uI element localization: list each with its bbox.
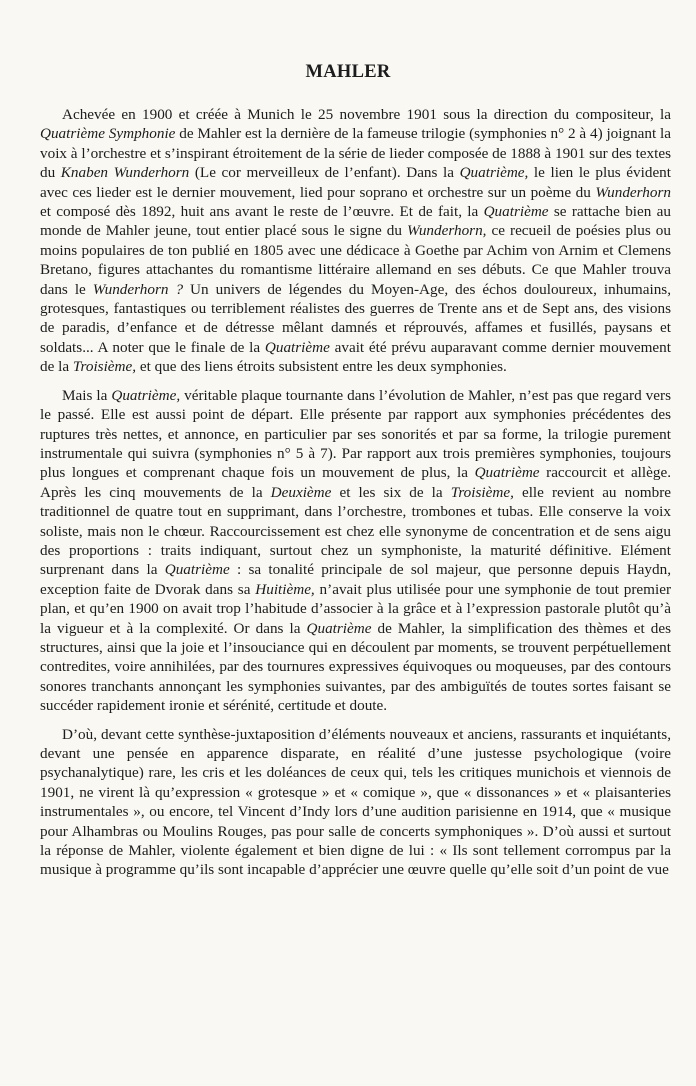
italic-text: Wunderhorn, [407, 222, 487, 240]
italic-text: Wunderhorn ? [92, 280, 184, 298]
text-run: n’avait plus utilisée pour une symphonie de tout premier plan, et qu’en 1900 on avait trop l’habitude d’associer à la grâce et à l’expression pastorale plutôt qu’à la vigueur et à la complexité. Or dans la [40, 580, 671, 637]
paragraph [40, 105, 671, 377]
italic-text: Quatrième [306, 619, 372, 637]
paragraph [40, 725, 671, 880]
italic-text: Knaben Wunderhorn [60, 164, 190, 182]
text-run: de Mahler est la dernière de la fameuse trilogie (symphonies n° 2 à 4) joignant la voix à l’orchestre et s’inspirant étroitement de la série de lieder composée de 1888 à 1901 sur des textes du [40, 125, 672, 182]
paragraph [40, 386, 671, 716]
text-run: D’où, devant cette synthèse-juxtaposition d’éléments nouveaux et anciens, rassurants et inquiétants, devant une pensée en apparence disparate, en réalité d’une justesse psychologique (voire psychanalytique) rare, les cris et les doléances de ceux qui, tels les critiques munichois et viennois de 1901, ne virent là qu’expression « grotesque » et « comique », que « dissonances » et « plaisanteries instrumentales », ou encore, tel Vincent d’Indy lors d’une audition parisienne en 1914, que « musique pour Alhambras ou Moulins Rouges, pas pour salle de concerts symphoniques ». D’où aussi et surtout la réponse de Mahler, violente également et bien digne de lui : « Ils sont tellement corrompus par la musique à programme qu’ils sont incapable d’apprécier une œuvre quelle qu’elle soit d’un point de vue [40, 725, 671, 879]
italic-text: Deuxième [270, 483, 332, 501]
italic-text: Troisième, [72, 358, 137, 376]
italic-text: Quatrième [164, 561, 230, 579]
text-run: et composé dès 1892, huit ans avant le reste de l’œuvre. Et de fait, la [40, 203, 484, 221]
italic-text: Quatrième [474, 464, 540, 482]
italic-text: Wunderhorn [595, 183, 671, 201]
text-run: de Mahler, la simplification des thèmes et des structures, ainsi que la joie et l’insouciance qui en découlent par moments, se trouvent perpétuellement contredites, voire annihilées, par des tournures expressives équivoques ou moqueuses, par des contours sonores tranchants annonçant les symphonies suivantes, par des ambiguïtés de toutes sortes faisant se succéder rapidement ironie et sérénité, certitude et doute. [40, 619, 672, 715]
text-run: ce recueil de poésies plus ou moins populaires de ton publié en 1805 avec une dédicace à Goethe par Achim von Arnim et Clemens Bretano, figures attachantes du romantisme littéraire allemand en ses débuts. Ce que Mahler trouva dans le [40, 222, 671, 298]
italic-text: Troisième, [450, 483, 514, 501]
text-run: Mais la [62, 386, 112, 404]
text-run: elle revient au nombre traditionnel de quatre tout en supprimant, dans l’orchestre, trombones et tubas. Elle conserve la voix soliste, mais non le chœur. Raccourcissement est chez elle synonyme de concentration et de sens aigu des proportions : traits indiquant, surtout chez un symphoniste, la maturité définitive. Elément surprenant dans la [40, 483, 671, 579]
text-run: Un univers de légendes du Moyen-Age, des échos douloureux, inhumains, grotesques, fantastiques ou terriblement réalistes des guerres de Trente ans et de Sept ans, des visions de paradis, d’enfance et de détresse mêlant damnés et réprouvés, affames et fusillés, paysans et soldats... A noter que le finale de la [40, 280, 671, 356]
text-run: et que des liens étroits subsistent entre les deux symphonies. [136, 358, 507, 376]
italic-text: Quatrième [483, 203, 549, 221]
text-run: le lien le plus évident avec ces lieder est le dernier mouvement, lied pour soprano et orchestre sur un poème du [40, 164, 671, 201]
text-run: et les six de la [331, 483, 451, 501]
italic-text: Quatrième Symphonie [40, 125, 176, 143]
italic-text: Quatrième, [459, 164, 529, 182]
text-run: Achevée en 1900 et créée à Munich le 25 novembre 1901 sous la direction du compositeur, la [62, 106, 671, 123]
page-title: MAHLER [305, 62, 391, 82]
text-run: se rattache bien au monde de Mahler jeune, tout entier placé sous le signe du [40, 203, 671, 240]
italic-text: Huitième, [255, 580, 315, 598]
text-run: raccourcit et allège. Après les cinq mouvements de la [40, 464, 671, 501]
text-run: : sa tonalité principale de sol majeur, que personne depuis Haydn, exception faite de Dvorak dans sa [40, 561, 671, 598]
text-run: (Le cor merveilleux de l’enfant). Dans la [189, 164, 460, 182]
body-text [40, 105, 671, 880]
italic-text: Quatrième, [111, 386, 181, 404]
italic-text: Quatrième [264, 338, 330, 356]
text-run: véritable plaque tournante dans l’évolution de Mahler, n’est pas que regard vers le passé. Elle est aussi point de départ. Elle présente par rapport aux symphonies précédentes des ruptures très nettes, et annonce, en particulier par ses sonorités et par sa forme, la trilogie purement instrumentale qui suivra (symphonies n° 5 à 7). Par rapport aux trois premières symphonies, toujours plus longues et comprenant chaque fois un mouvement de plus, la [40, 386, 671, 482]
text-run: avait été prévu auparavant comme dernier mouvement de la [40, 338, 671, 376]
